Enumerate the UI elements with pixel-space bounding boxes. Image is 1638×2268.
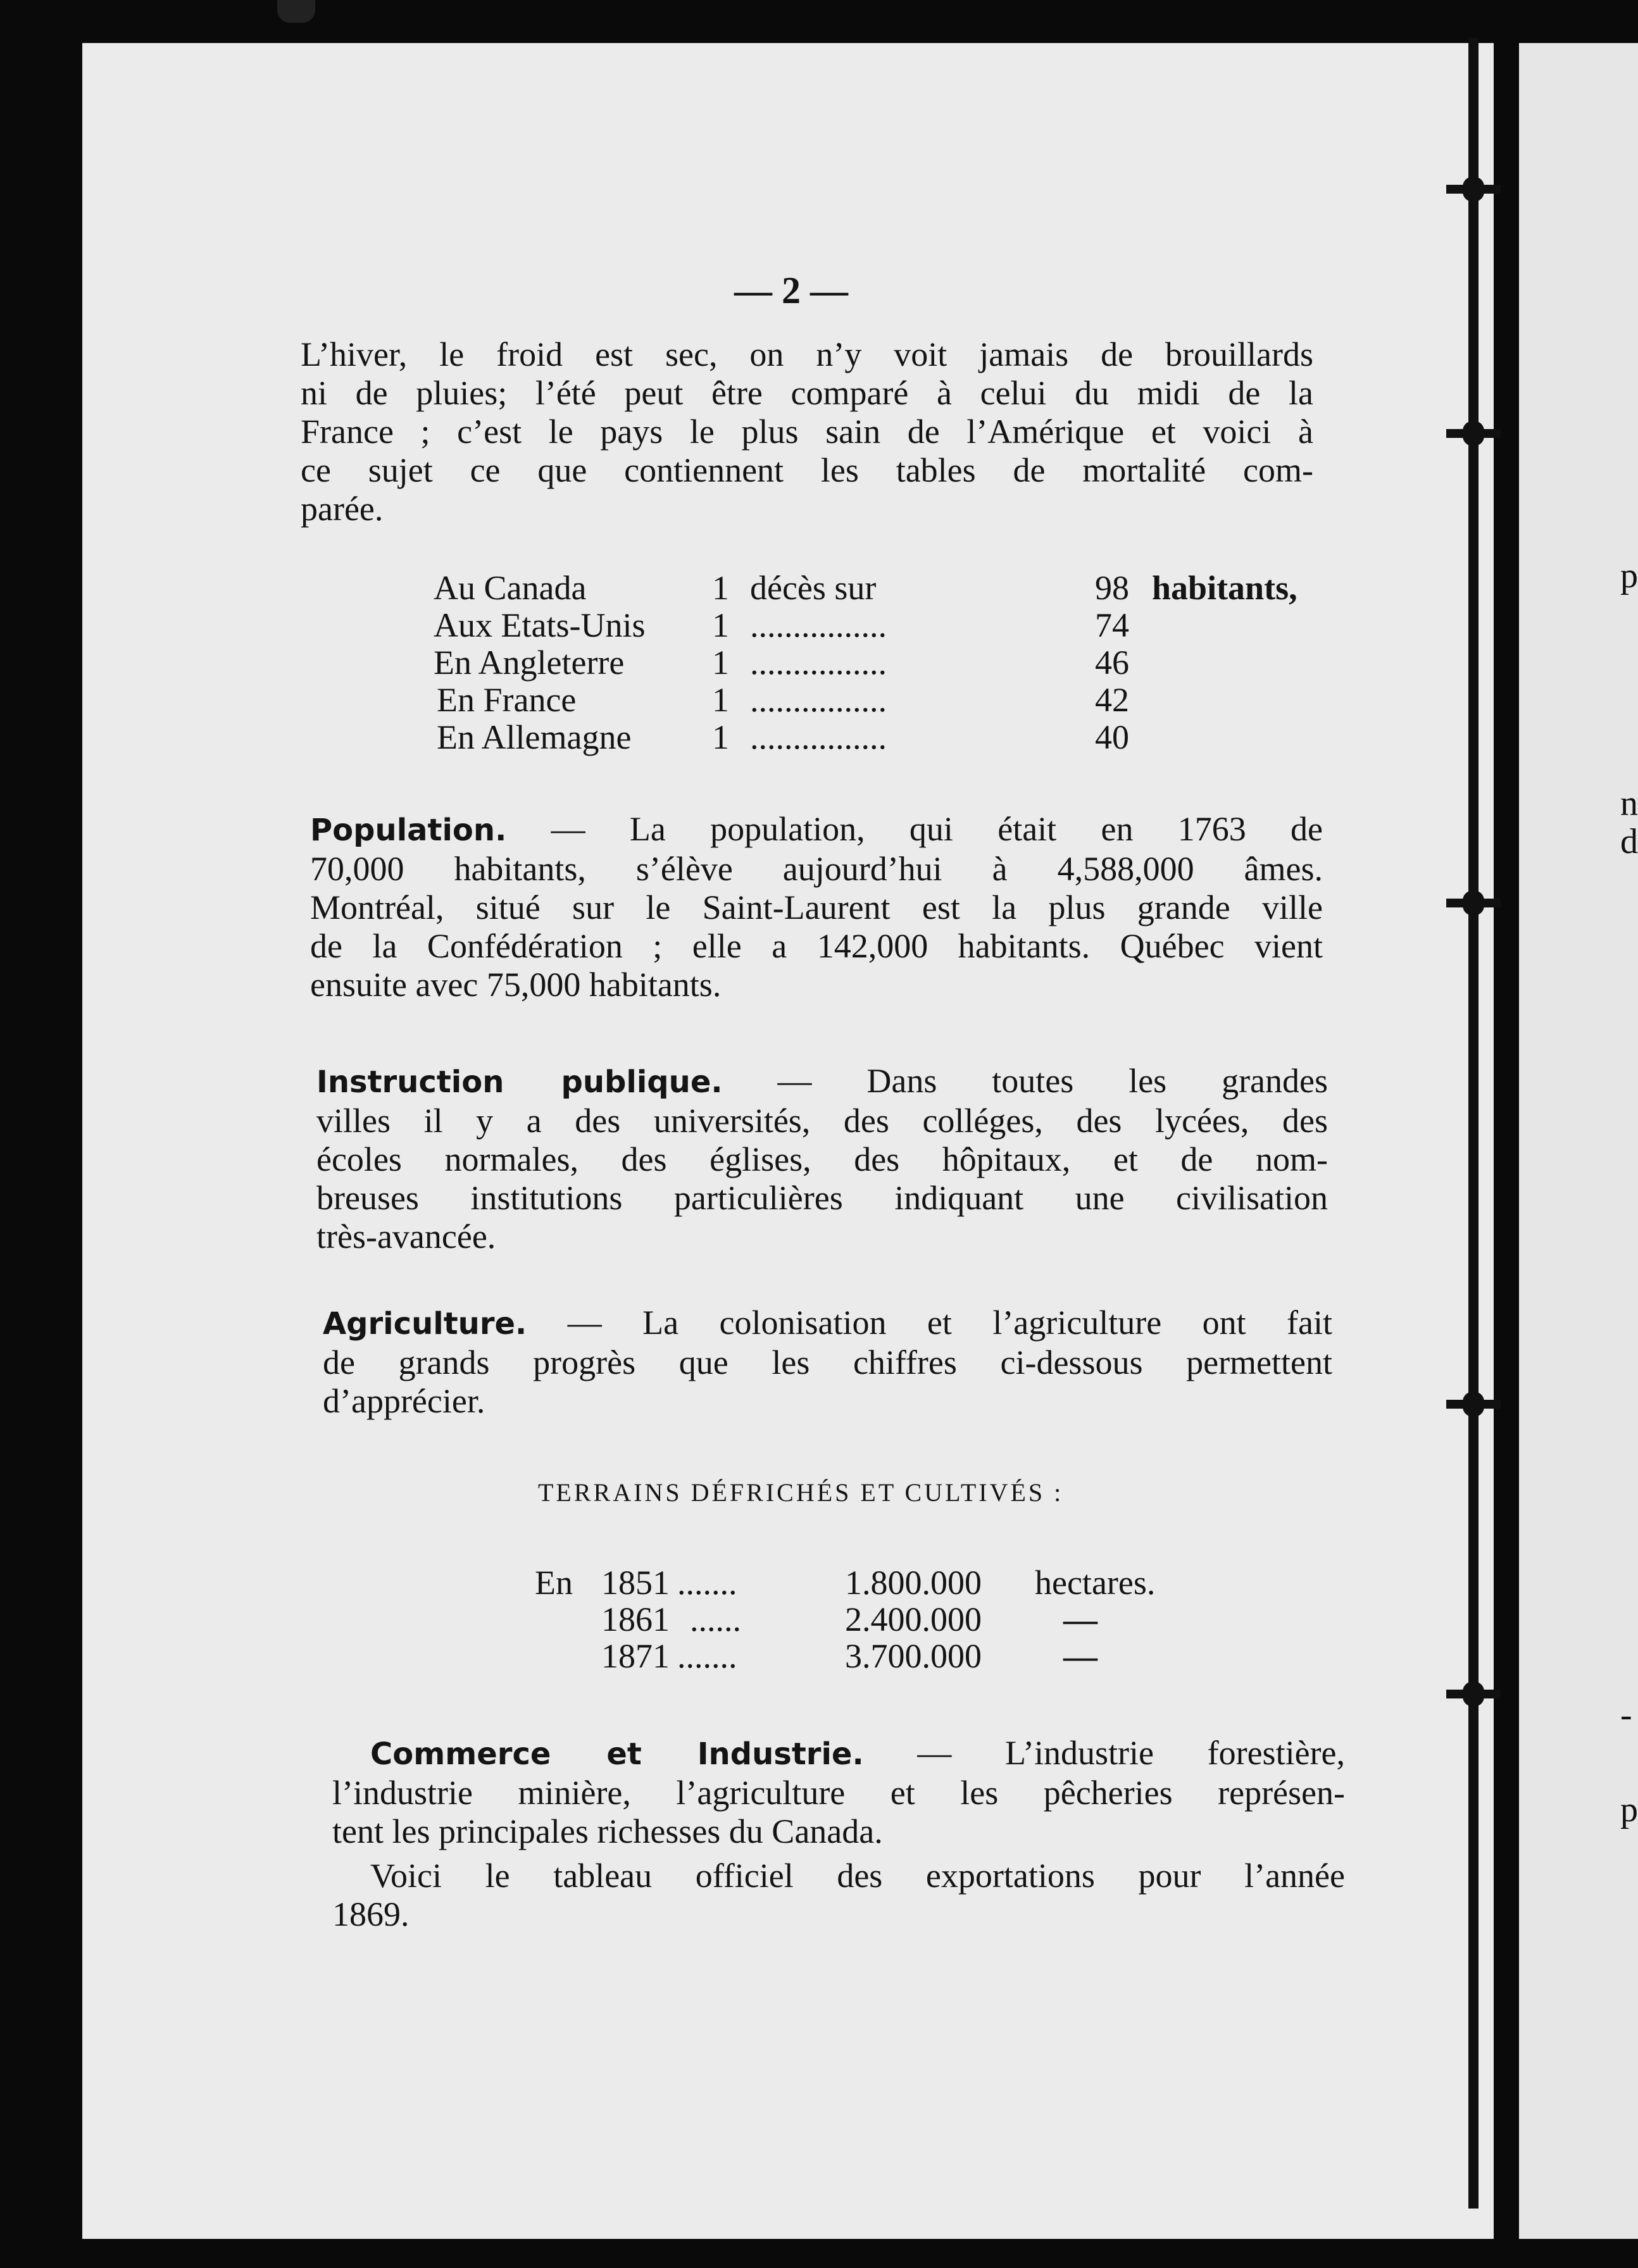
terrains-unit: — [1063, 1600, 1097, 1638]
paragraph-line [323, 1304, 1332, 1343]
paragraph-line: de grands progrès que les chiffres ci-dessous permettent [323, 1343, 1332, 1381]
paragraph-line: ce sujet ce que contiennent les tables de mortalité com- [301, 451, 1313, 489]
mortality-count: 1 [712, 681, 729, 719]
paragraph-line: de la Confédération ; elle a 142,000 habitants. Québec vient [310, 927, 1323, 965]
terrains-year: 1871 [601, 1637, 670, 1675]
paragraph-line: l’industrie minière, l’agriculture et les pêcheries représen- [332, 1774, 1345, 1812]
mortality-count: 1 [712, 644, 729, 682]
mortality-count: 1 [712, 606, 729, 644]
paragraph-line: tent les principales richesses du Canada. [332, 1812, 883, 1850]
mortality-value: 40 [1095, 718, 1129, 756]
paragraph-line: Voici le tableau officiel des exportations pour l’année [370, 1857, 1345, 1895]
terrains-dots: ....... [677, 1564, 737, 1602]
right-page-fragment: n [1620, 784, 1638, 823]
table-caption: TERRAINS DÉFRICHÉS ET CULTIVÉS : [538, 1478, 1064, 1507]
terrains-value: 2.400.000 [845, 1600, 982, 1638]
binding-spine [1468, 38, 1479, 2209]
mortality-separator: ................ [750, 644, 887, 682]
intro-paragraph [301, 335, 1313, 528]
paragraph-text: — Dans toutes les grandes [777, 1062, 1329, 1100]
binding-stitch [1446, 429, 1501, 438]
paragraph-text: — La colonisation et l’agriculture ont fait [567, 1304, 1332, 1342]
mortality-country: En Allemagne [437, 718, 632, 756]
agriculture-paragraph [323, 1304, 1332, 1421]
terrains-year: 1861 [601, 1600, 670, 1638]
paragraph-line: parée. [301, 490, 384, 528]
paragraph-text: — L’industrie forestière, [917, 1734, 1345, 1772]
binding-stitch [1446, 1400, 1501, 1409]
mortality-separator: décès sur [750, 569, 877, 607]
mortality-country: Aux Etats-Unis [434, 606, 646, 644]
page-number: — 2 — [734, 270, 848, 311]
paragraph-line: écoles normales, des églises, des hôpitaux, et de nom- [316, 1140, 1328, 1178]
mortality-separator: ................ [750, 681, 887, 719]
paragraph-line: très-avancée. [316, 1218, 496, 1256]
mortality-value: 74 [1095, 606, 1129, 644]
binding-stitch [1446, 899, 1501, 907]
right-page [1519, 43, 1638, 2239]
mortality-separator: ................ [750, 718, 887, 756]
paragraph-line: d’apprécier. [323, 1382, 485, 1420]
section-heading: Instruction publique. [316, 1064, 723, 1100]
paragraph-text: — La population, qui était en 1763 de [551, 810, 1323, 848]
right-page-fragment: - [1620, 1695, 1632, 1735]
paragraph-line: France ; c’est le pays le plus sain de l’Amérique et voici à [301, 413, 1313, 451]
paragraph-line [310, 810, 1323, 850]
binding-stitch [1446, 1690, 1501, 1698]
paragraph-line: 1869. [332, 1895, 410, 1933]
terrains-year: 1851 [601, 1564, 670, 1602]
mortality-country: En France [437, 681, 577, 719]
right-page-fragment: p [1620, 1790, 1638, 1829]
mortality-count: 1 [712, 569, 729, 607]
paragraph-line: villes il y a des universités, des colléges, des lycées, des [316, 1102, 1328, 1140]
paragraph-line: ensuite avec 75,000 habitants. [310, 966, 722, 1004]
mortality-value: 46 [1095, 644, 1129, 682]
population-paragraph [310, 810, 1323, 1004]
terrains-value: 3.700.000 [845, 1637, 982, 1675]
paragraph-line [316, 1062, 1328, 1102]
terrains-dots: ...... [690, 1600, 741, 1638]
paragraph-line [332, 1734, 1345, 1774]
instruction-paragraph [316, 1062, 1328, 1256]
terrains-unit: — [1063, 1637, 1097, 1675]
mortality-separator: ................ [750, 606, 887, 644]
paragraph-line: L’hiver, le froid est sec, on n’y voit jamais de brouillards [301, 335, 1313, 373]
mortality-unit: habitants, [1152, 569, 1297, 607]
mortality-value: 42 [1095, 681, 1129, 719]
mortality-country: Au Canada [434, 569, 587, 607]
scan-corner-mark [277, 0, 315, 23]
mortality-country: En Angleterre [434, 644, 625, 682]
paragraph-line: ni de pluies; l’été peut être comparé à celui du midi de la [301, 374, 1313, 412]
terrains-dots: ....... [677, 1637, 737, 1675]
paragraph-line: breuses institutions particulières indiquant une civilisation [316, 1179, 1328, 1217]
commerce-paragraph [332, 1734, 1345, 1851]
terrains-unit: hectares. [1035, 1564, 1156, 1602]
binding-stitch [1446, 185, 1501, 194]
right-page-fragment: d [1620, 822, 1638, 861]
closing-paragraph [332, 1857, 1345, 1934]
mortality-value: 98 [1095, 569, 1129, 607]
mortality-count: 1 [712, 718, 729, 756]
right-page-fragment: p [1620, 556, 1638, 595]
paragraph-line: 70,000 habitants, s’élève aujourd’hui à 4,588,000 âmes. [310, 850, 1323, 888]
paragraph-line: Montréal, situé sur le Saint-Laurent est la plus grande ville [310, 888, 1323, 926]
terrains-value: 1.800.000 [845, 1564, 982, 1602]
section-heading: Population. [310, 813, 507, 848]
section-heading: Agriculture. [323, 1306, 527, 1342]
section-heading: Commerce et Industrie. [370, 1736, 864, 1772]
terrains-prefix: En [535, 1564, 573, 1602]
